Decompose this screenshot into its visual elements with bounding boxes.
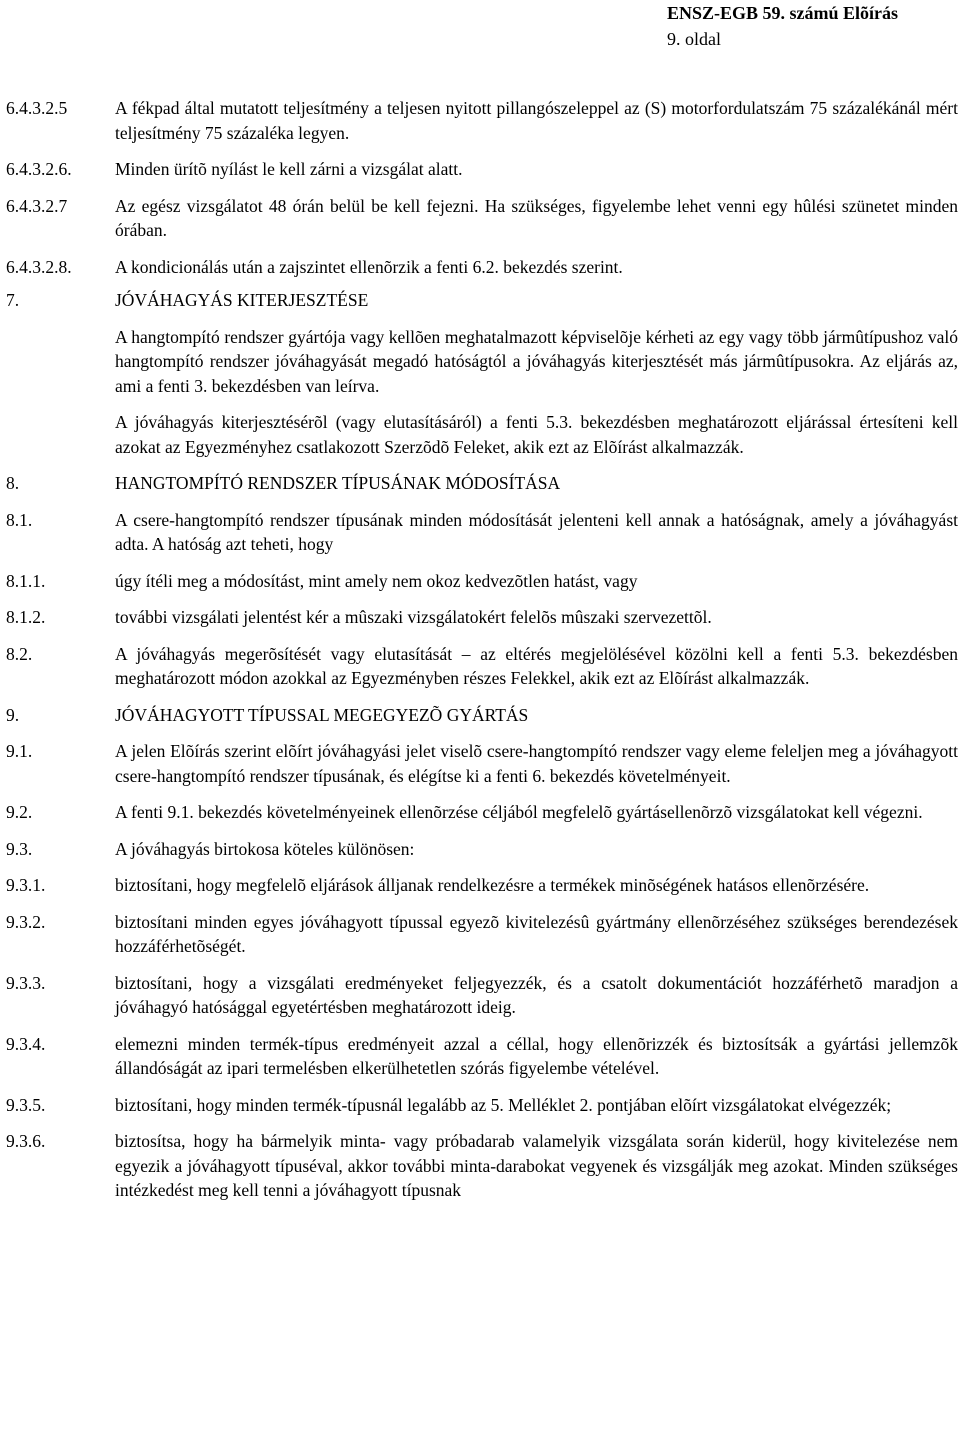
clause-text: Minden ürítõ nyílást le kell zárni a vizsgálat alatt.: [115, 159, 463, 179]
clause-8-1: [6, 508, 958, 557]
clause-6-4-3-2-5: [6, 96, 958, 145]
clause-8-1-1: [6, 569, 958, 594]
clause-number: 9.3.1.: [6, 875, 46, 895]
clause-8-1-2: [6, 605, 958, 630]
section-9-heading: [6, 703, 958, 728]
clause-text: A jóváhagyás megerõsítését vagy elutasítását – az eltérés megjelölésével közölni kell a fenti 5.3. bekezdésben meghatározott módon azokkal az Egyezményben részes Felekkel, akik ezt az Elõírást alkalmazzák.: [115, 643, 958, 688]
section-7-paragraph-2: A jóváhagyás kiterjesztésérõl (vagy elutasításáról) a fenti 5.3. bekezdésben meghatározott eljárással értesíteni kell azokat az Egyezményhez csatlakozott Szerzõdõ Feleket, akik ezt az Elõírást alkalmazzák.: [115, 412, 958, 457]
clause-number: 9.3.4.: [6, 1033, 46, 1054]
page-number: 9. oldal: [666, 29, 721, 49]
clause-9-3-4: [6, 1032, 958, 1081]
clause-number: 6.4.3.2.5: [6, 98, 68, 118]
clause-9-3-1: [6, 873, 958, 898]
clause-text: biztosítsa, hogy ha bármelyik minta- vagy próbadarab valamelyik vizsgálata során kiderül, hogy kivitelezése nem egyezik a jóváhagyott típuséval, akkor további minta-darabokat vegyenek és vizsgálják meg azokat. Minden szükséges intézkedést meg kell tenni a jóváhagyott típusnak: [115, 1131, 958, 1200]
clause-text: biztosítani, hogy a vizsgálati eredményeket feljegyezzék, és a csatolt dokumentációt hozzáférhetõ maradjon a jóváhagyó hatósággal egyetértésben meghatározott ideig.: [115, 972, 958, 1017]
section-title: JÓVÁHAGYÁS KITERJESZTÉSE: [115, 290, 369, 310]
document-title: ENSZ-EGB 59. számú Elõírás: [666, 3, 898, 23]
section-number: 7.: [6, 290, 20, 310]
clause-9-1: [6, 739, 958, 788]
clause-text: elemezni minden termék-típus eredményeit azzal a céllal, hogy ellenõrizzék és biztosítsák a gyártási jellemzõk állandóságát az ipari termelésben elkerülhetetlen szórás figyelembe vételével.: [115, 1033, 958, 1078]
section-title: HANGTOMPÍTÓ RENDSZER TÍPUSÁNAK MÓDOSÍTÁSA: [115, 473, 561, 493]
section-number: 9.: [6, 704, 20, 725]
clause-number: 9.1.: [6, 741, 33, 761]
clause-text: úgy ítéli meg a módosítást, mint amely nem okoz kedvezõtlen hatást, vagy: [115, 570, 638, 591]
clause-text: Az egész vizsgálatot 48 órán belül be kell fejezni. Ha szükséges, figyelembe lehet venni egy hûlési szünetet minden órában.: [115, 195, 958, 240]
clause-number: 9.3.5.: [6, 1094, 46, 1115]
clause-9-3: [6, 837, 958, 862]
clause-9-2: [6, 800, 958, 825]
clause-text: biztosítani, hogy minden termék-típusnál legalább az 5. Melléklet 2. pontjában elõírt vizsgálatokat elvégezzék;: [115, 1094, 892, 1115]
page-header: [667, 0, 898, 52]
clause-number: 9.3.3.: [6, 972, 46, 993]
clause-8-2: [6, 642, 958, 691]
clause-number: 8.1.1.: [6, 570, 46, 591]
clause-text: további vizsgálati jelentést kér a mûszaki vizsgálatokért felelõs mûszaki szervezettõl.: [115, 607, 712, 627]
clause-6-4-3-2-7: [6, 194, 958, 243]
clause-text: A kondicionálás után a zajszintet ellenõrzik a fenti 6.2. bekezdés szerint.: [115, 256, 623, 277]
clause-9-3-5: [6, 1093, 958, 1118]
clause-number: 6.4.3.2.6.: [6, 159, 72, 179]
clause-number: 9.3.: [6, 838, 33, 859]
clause-text: A jelen Elõírás szerint elõírt jóváhagyási jelet viselõ csere-hangtompító rendszer vagy eleme feleljen meg a jóváhagyott csere-hangtompító rendszer típusának, és elégítse ki a fenti 6. bekezdés követelményeit.: [115, 741, 958, 786]
clause-number: 9.3.2.: [6, 911, 46, 932]
section-7-heading: [6, 288, 958, 313]
section-number: 8.: [6, 473, 20, 493]
clause-number: 6.4.3.2.8.: [6, 256, 72, 277]
clause-number: 8.1.: [6, 509, 33, 530]
clause-text: A fenti 9.1. bekezdés követelményeinek ellenõrzése céljából megfelelõ gyártásellenõrzõ vizsgálatokat kell végezni.: [115, 802, 923, 822]
clause-9-3-3: [6, 971, 958, 1020]
clause-number: 9.3.6.: [6, 1131, 46, 1151]
document-body: [6, 96, 958, 1215]
clause-text: biztosítani minden egyes jóváhagyott típussal egyezõ kivitelezésû gyártmány ellenõrzéséhez szükséges berendezések hozzáférhetõségét.: [115, 911, 958, 956]
clause-number: 6.4.3.2.7: [6, 195, 68, 216]
section-8-heading: [6, 471, 958, 496]
clause-number: 9.2.: [6, 802, 33, 822]
section-title: JÓVÁHAGYOTT TÍPUSSAL MEGEGYEZÕ GYÁRTÁS: [115, 704, 529, 725]
clause-number: 8.1.2.: [6, 607, 46, 627]
clause-9-3-2: [6, 910, 958, 959]
clause-text: A fékpad által mutatott teljesítmény a teljesen nyitott pillangószeleppel az (S) motorfordulatszám 75 százalékánál mért teljesítmény 75 százaléka legyen.: [115, 98, 958, 143]
clause-number: 8.2.: [6, 643, 33, 664]
section-7-paragraph-1: A hangtompító rendszer gyártója vagy kellõen meghatalmazott képviselõje kérheti az egy vagy több jármûtípushoz való hangtompító rendszer jóváhagyását megadó hatóságtól a jóváhagyás kiterjesztését más jármûtípusokra. Az eljárás az, ami a fenti 3. bekezdésben van leírva.: [115, 326, 958, 396]
clause-text: A jóváhagyás birtokosa köteles különösen:: [115, 838, 415, 859]
clause-text: biztosítani, hogy megfelelõ eljárások álljanak rendelkezésre a termékek minõségének hatásos ellenõrzésére.: [115, 875, 870, 895]
clause-text: A csere-hangtompító rendszer típusának minden módosítását jelenteni kell annak a hatóságnak, amely a jóváhagyást adta. A hatóság azt teheti, hogy: [115, 509, 958, 554]
clause-9-3-6: [6, 1129, 958, 1203]
clause-6-4-3-2-8: [6, 255, 958, 280]
clause-6-4-3-2-6: [6, 157, 958, 182]
